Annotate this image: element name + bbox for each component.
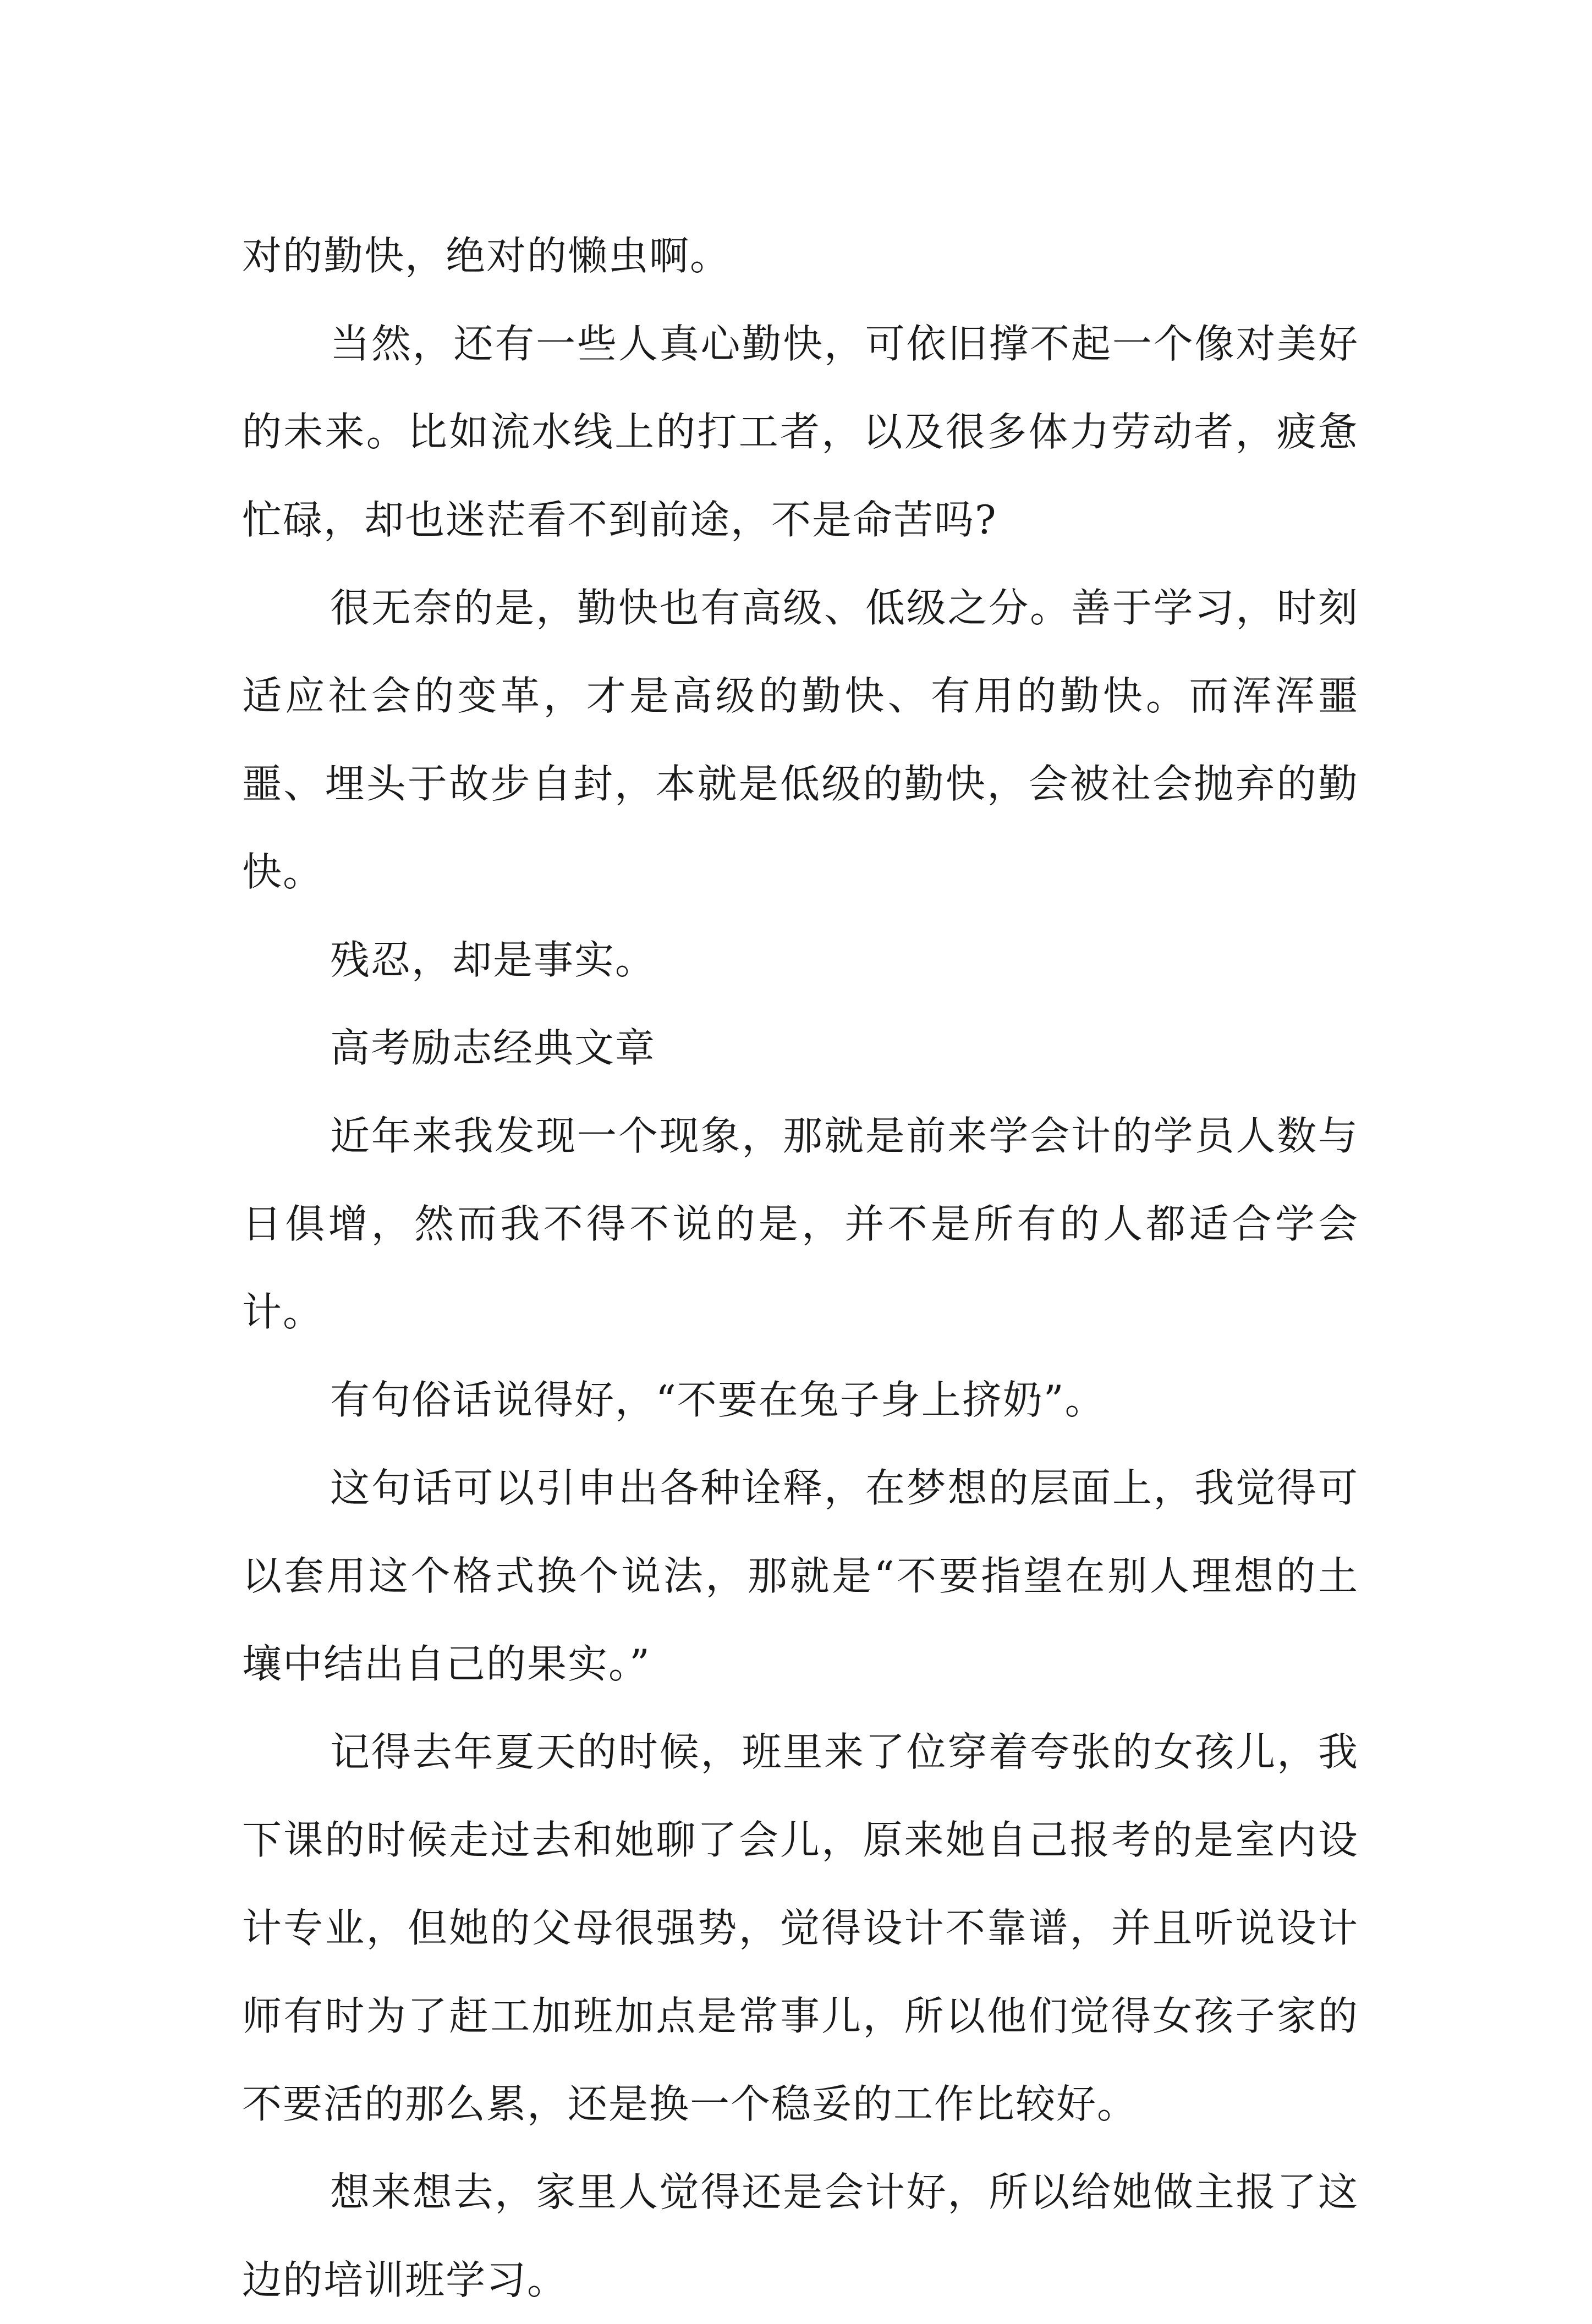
paragraph-4: 残忍，却是事实。 bbox=[330, 937, 656, 983]
paragraph-6: 近年来我发现一个现象，那就是前来学会计的学员人数与日俱增，然而我不得不说的是，并不是所有的人都适合学会计。 bbox=[242, 1113, 1359, 1335]
paragraph-1: 对的勤快，绝对的懒虫啊。 bbox=[242, 233, 731, 279]
paragraph-3: 很无奈的是，勤快也有高级、低级之分。善于学习，时刻适应社会的变革，才是高级的勤快、有用的勤快。而浑浑噩噩、埋头于故步自封，本就是低级的勤快，会被社会抛弃的勤快。 bbox=[242, 585, 1359, 895]
paragraph-7: 有句俗话说得好，“不要在兔子身上挤奶”。 bbox=[330, 1377, 1106, 1423]
document-body bbox=[242, 212, 1359, 2324]
section-heading: 高考励志经典文章 bbox=[330, 1025, 656, 1071]
paragraph-2: 当然，还有一些人真心勤快，可依旧撑不起一个像对美好的未来。比如流水线上的打工者，以及很多体力劳动者，疲惫忙碌，却也迷茫看不到前途，不是命苦吗? bbox=[242, 321, 1359, 543]
paragraph-8: 这句话可以引申出各种诠释，在梦想的层面上，我觉得可以套用这个格式换个说法，那就是“不要指望在别人理想的土壤中结出自己的果实。” bbox=[242, 1465, 1359, 1687]
paragraph-9: 记得去年夏天的时候，班里来了位穿着夸张的女孩儿，我下课的时候走过去和她聊了会儿，原来她自己报考的是室内设计专业，但她的父母很强势，觉得设计不靠谱，并且听说设计师有时为了赶工加班加点是常事儿，所以他们觉得女孩子家的不要活的那么累，还是换一个稳妥的工作比较好。 bbox=[242, 1729, 1359, 2127]
paragraph-10: 想来想去，家里人觉得还是会计好，所以给她做主报了这边的培训班学习。 bbox=[242, 2169, 1359, 2303]
